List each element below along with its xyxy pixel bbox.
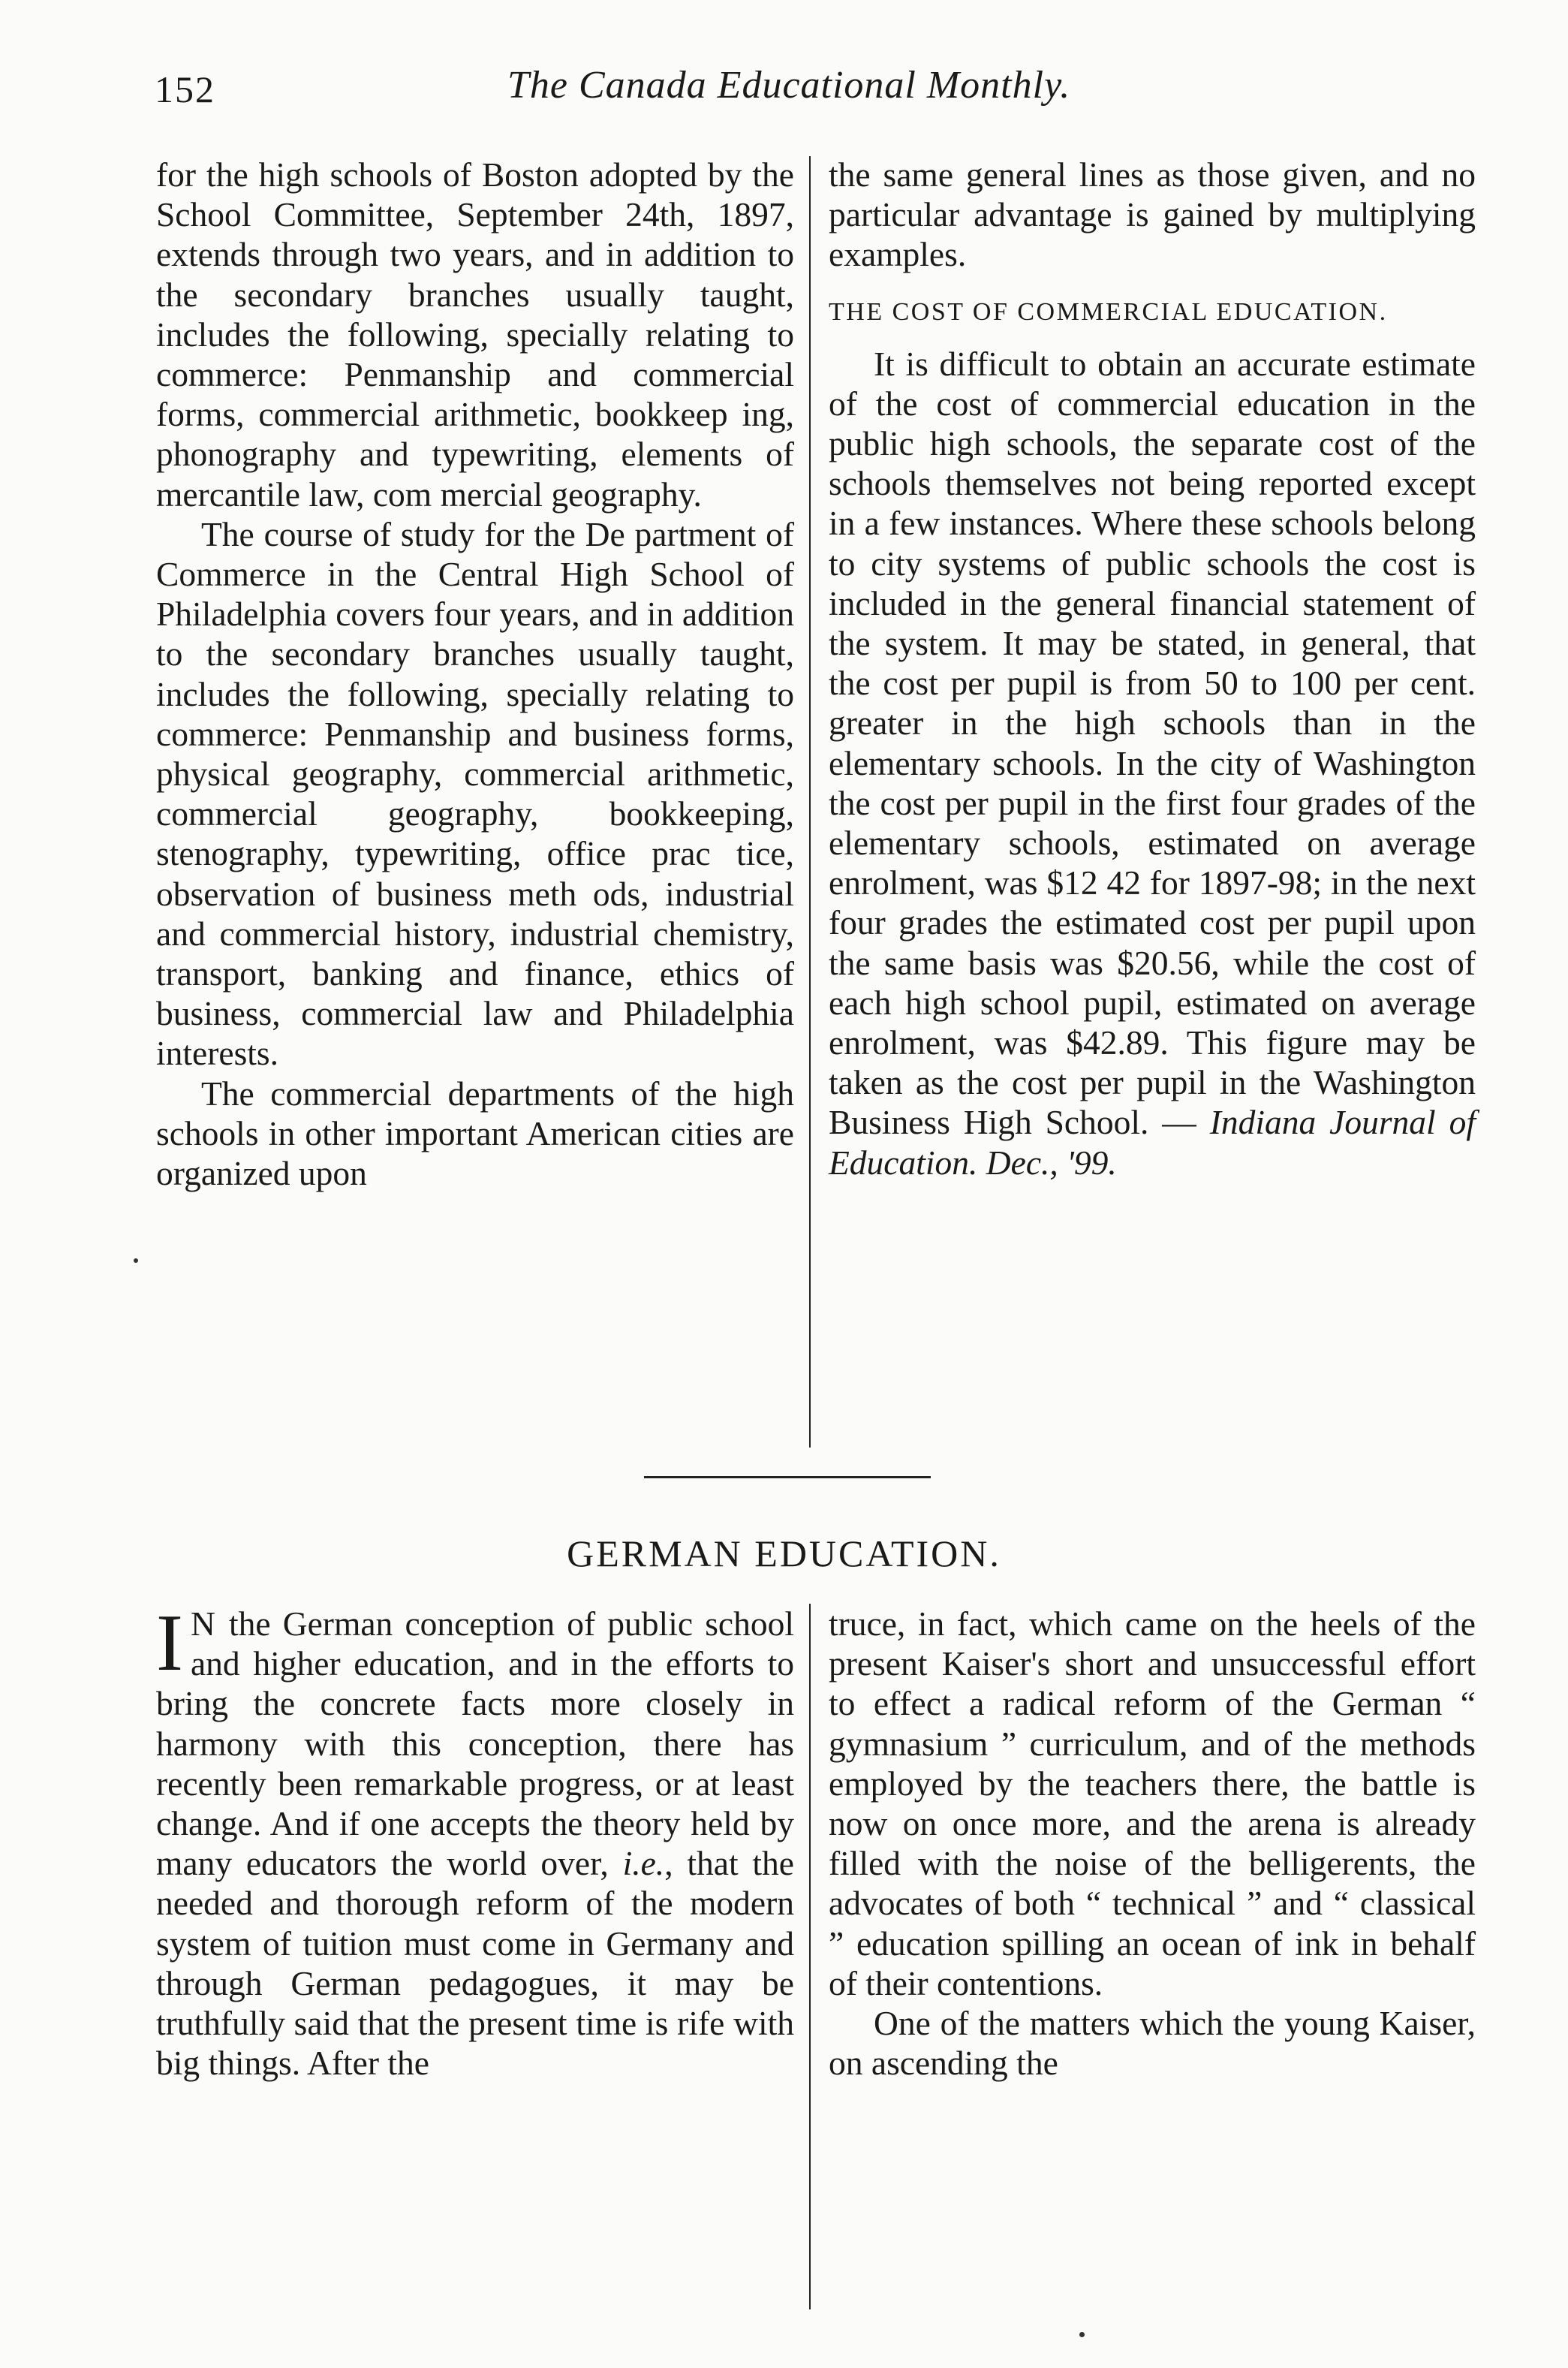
section-heading: THE COST OF COMMERCIAL EDUCATION. — [829, 297, 1388, 326]
paragraph: the same general lines as those given, and no particular advantage is gained by multiplying examples. — [829, 155, 1476, 274]
column-rule — [809, 156, 811, 1448]
paragraph-text: It is difficult to obtain an accurate estimate of the cost of commercial education in the public high schools, the separate cost of the schools themselves not being reported except in a few instances. Where these schools belong to city systems of public schools the cost is included in the general financial statement of the system. It may be stated, in general, that the cost per pupil is from 50 to 100 per cent. greater in the high schools than in the elementary schools. In the city of Washington the cost per pupil in the first four grades of the elementary schools, estimated on average enrolment, was $12 42 for 1897-98; in the next four grades the estimated cost per pupil upon the same basis was $20.56, while the cost of each high school pupil, estimated on average enrolment, was $42.89. This figure may be taken as the cost per pupil in the Washington Business High School. — — [829, 344, 1476, 1142]
paragraph: The course of study for the De partment of Commerce in the Central High School of Philadelphia covers four years, and in addition to the secondary branches usually taught, includes the following, specially relating to commerce: Penmanship and business forms, physical geography, commercial arithmetic, commercial geography, bookkeeping, stenography, typewriting, office prac tice, observation of business meth ods, industrial and commercial history, industrial chemistry, transport, banking and finance, ethics of business, commercial law and Philadelphia interests. — [156, 514, 794, 1073]
paragraph: for the high schools of Boston adopted by the School Committee, September 24th, 1897, extends through two years, and in addition to the secondary branches usually taught, includes the following, specially relating to commerce: Penmanship and commercial forms, commercial arithmetic, bookkeep ing, phonography and typewriting, elements of mercantile law, com mercial geography. — [156, 155, 794, 514]
paragraph — [829, 344, 1476, 1182]
citation: Indiana Journal of Education. Dec., '99. — [829, 1103, 1476, 1182]
page-number: 152 — [155, 68, 215, 110]
article-separator — [644, 1476, 931, 1478]
paragraph: The commercial departments of the high schools in other important American cities are organized upon — [156, 1074, 794, 1193]
paragraph: truce, in fact, which came on the heels of the present Kaiser's short and unsuccessful effort to effect a radical reform of the German “ gymnasium ” curriculum, and of the methods employed by the teachers there, the battle is now on once more, and the arena is already filled with the noise of the belligerents, the advocates of both “ technical ” and “ classical ” education spilling an ocean of ink in behalf of their contentions. — [829, 1604, 1476, 2002]
column-rule — [809, 1604, 811, 2309]
paragraph — [156, 1598, 794, 2083]
paragraph-text: , that the needed and thorough reform of the modern system of tuition must come in Germany and through German pedagogues, it may be truthfully said that the present time is rife with big things. After the — [156, 1844, 794, 2083]
drop-cap: I — [156, 1598, 183, 1688]
margin-mark — [134, 1258, 138, 1263]
lead-in: N — [190, 1604, 217, 1643]
paragraph-text: the German conception of public school and higher education, and in the efforts to bring the concrete facts more closely in harmony with this conception, there has recently been remarkable progress, or at least change. And if one accepts the theory held by many educators the world over, — [156, 1604, 794, 1883]
article1-column-left — [156, 155, 794, 1193]
article-title: GERMAN EDUCATION. — [567, 1532, 1001, 1574]
abbreviation: i.e. — [622, 1844, 665, 1883]
article2-column-right — [829, 1604, 1476, 2083]
print-speck — [1079, 2332, 1085, 2337]
running-head: The Canada Educational Monthly. — [507, 64, 1071, 107]
article1-column-right — [829, 155, 1476, 1182]
article2-column-left — [156, 1598, 794, 2083]
paragraph: One of the matters which the young Kaiser, on ascending the — [829, 2004, 1476, 2083]
